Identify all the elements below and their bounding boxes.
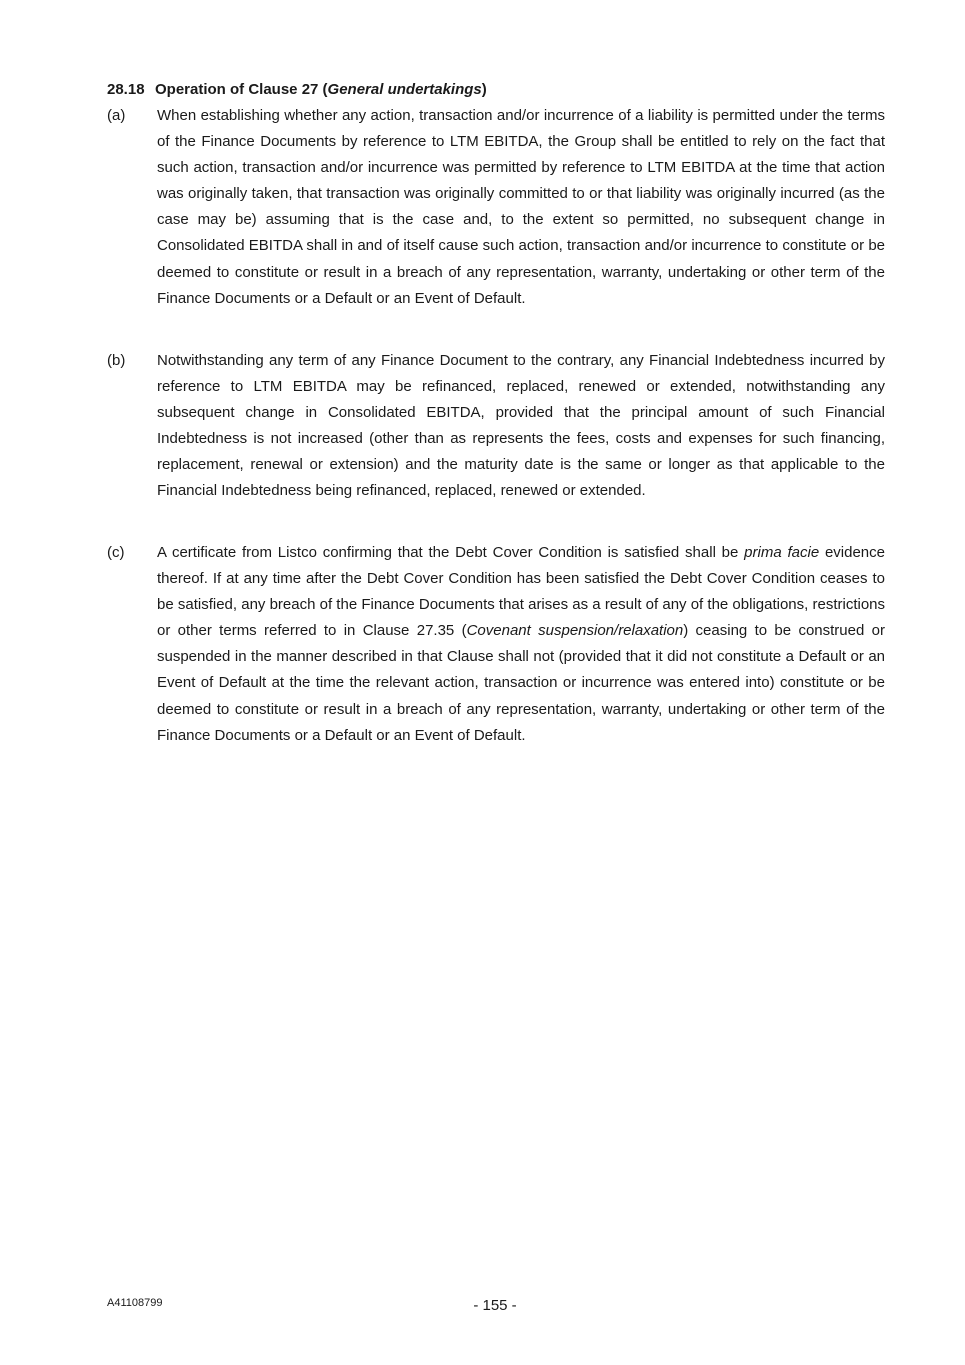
section-title-italic: General undertakings [327, 81, 482, 98]
clause-a [107, 103, 885, 312]
clause-text: Notwithstanding any term of any Finance Document to the contrary, any Financial Indebtedness incurred by reference to LTM EBITDA may be refinanced, replaced, renewed or extended, notwithstanding any subsequent change in Consolidated EBITDA, provided that the principal amount of such Financial Indebtedness is not increased (other than as represents the fees, costs and expenses for such financing, replacement, renewal or extension) and the maturity date is the same or longer as that applicable to the Financial Indebtedness being refinanced, replaced, renewed or extended. [157, 352, 885, 500]
clause-text-part: A certificate from Listco confirming that the Debt Cover Condition is satisfied shall be [157, 544, 745, 561]
section-title-suffix: ) [481, 81, 487, 98]
clause-text-part: ) ceasing to be construed or suspended in the manner described in that Clause shall not (provided that it did not constitute a Default or an Event of Default at the time the relevant action, transaction or incurrence was entered into) constitute or be deemed to constitute or result in a breach of any representation, warranty, undertaking or other term of the Finance Documents or a Default or an Event of Default. [157, 622, 885, 744]
clause-c [107, 540, 885, 749]
clause-text: When establishing whether any action, transaction and/or incurrence of a liability is permitted under the terms of the Finance Documents by reference to LTM EBITDA, the Group shall be entitled to rely on the fact that such action, transaction and/or incurrence was permitted by reference to LTM EBITDA at the time that action was originally taken, that transaction was originally committed to or that liability was originally incurred (as the case may be) assuming that is the case and, to the extent so permitted, no subsequent change in Consolidated EBITDA shall in and of itself cause such action, transaction and/or incurrence to constitute or be deemed to constitute or result in a breach of any representation, warranty, undertaking or other term of the Finance Documents or a Default or an Event of Default. [157, 107, 885, 307]
section-number: 28.18 [107, 81, 145, 98]
clause-b [107, 348, 885, 505]
clause-text-part: evidence thereof. If at any time after the Debt Cover Condition has been satisfied the Debt Cover Condition ceases to be satisfied, any breach of the Finance Documents that arises as a result of any of the obligations, restrictions or other terms referred to in Clause 27.35 ( [157, 544, 885, 640]
clause-text-italic: Covenant suspension/relaxation [466, 622, 684, 640]
clause-label: (a) [107, 107, 126, 124]
clause-text [157, 540, 885, 749]
clause-text-italic: prima facie [744, 544, 820, 561]
document-reference: A41108799 [107, 1297, 163, 1309]
page-number: - 155 - [473, 1297, 517, 1314]
clause-label: (b) [107, 352, 126, 369]
clause-label: (c) [107, 544, 125, 561]
section-title-prefix: Operation of Clause 27 ( [155, 81, 328, 98]
section-heading [107, 79, 487, 101]
